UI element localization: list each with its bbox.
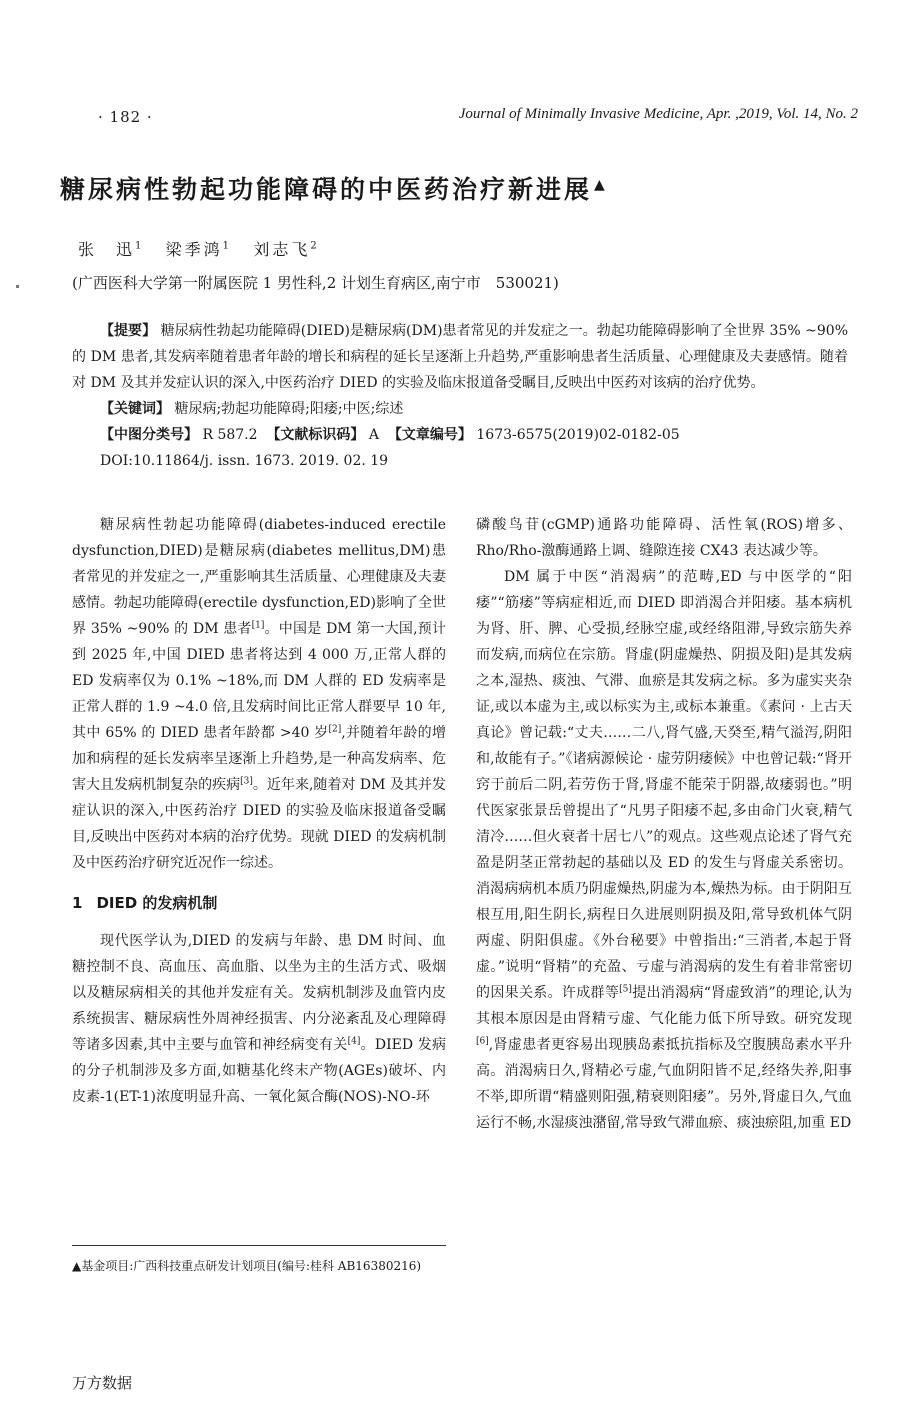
citation: [1] [251,620,265,631]
article-no-value: 1673-6575(2019)02-0182-05 [476,427,680,443]
source-watermark: 万方数据 [72,1374,133,1392]
citation: [3] [240,776,253,787]
clc-label: 【中图分类号】 [100,427,198,443]
body-text: 糖尿病性勃起功能障碍(diabetes-induced erectile dysfunction,DIED)是糖尿病(diabetes mellitus,DM)患者常见的并发症之一,严重影响其生活质量、心理健康及夫妻感情。勃起功能障碍(erectile dysfunction,ED)影响了全世界 35% ~90% 的 DM 患者 [72,517,446,637]
funding-mark: ▲ [594,176,608,193]
article-title [60,170,880,206]
abstract-label: 【提要】 [100,323,157,339]
footnote-divider [72,1245,446,1246]
body-text: DM 属于中医“消渴病”的范畴,ED 与中医学的“阳痿”“筋痿”等病症相近,而 DIED 即消渴合并阳痿。基本病机为肾、肝、脾、心受损,经脉空虚,或经络阻滞,导致宗筋失养而发病,而病位在宗筋。肾虚(阴虚燥热、阴损及阳)是其发病之本,湿热、痰浊、气滞、血瘀是其发病之标。多为虚实夹杂证,或以本虚为主,或以标实为主,或标本兼重。《素问 · 上古天真论》曾记载:“丈夫……二八,肾气盛,天癸至,精气溢泻,阴阳和,故能有子。”《诸病源候论 · 虚劳阴痿候》中也曾记载:“肾开窍于前后二阴,若劳伤于肾,肾虚不能荣于阴器,故痿弱也。”明代医家张景岳曾提出了“凡男子阳痿不起,多由命门火衰,精气清冷……但火衰者十居七八”的观点。这些观点论述了肾气充盈是阴茎正常勃起的基础以及 ED 的发生与肾虚关系密切。消渴病病机本质乃阴虚燥热,阴虚为本,燥热为标。由于阴阳互根互用,阳生阴长,病程日久进展则阴损及阳,常导致机体气阴两虚、阴阳俱虚。《外台秘要》中曾指出:“三消者,本起于肾虚。”说明“肾精”的充盈、亏虚与消渴病的发生有着非常密切的因果关系。许成群等 [476,569,852,1001]
citation: [5] [619,984,632,995]
keywords-text: 糖尿病;勃起功能障碍;阳痿;中医;综述 [174,401,404,417]
citation: [4] [347,1036,361,1047]
keywords-line [72,396,848,422]
section-number: 1 [72,894,83,912]
article-no-label: 【文章编号】 [387,427,472,443]
section-title: DIED 的发病机制 [96,894,218,912]
affiliation: (广西医科大学第一附属医院 1 男性科,2 计划生育病区,南宁市 530021) [72,274,559,292]
title-text: 糖尿病性勃起功能障碍的中医药治疗新进展 [60,175,593,204]
authors [78,237,317,260]
doc-code-label: 【文献标识码】 [266,427,365,443]
body-text: 现代医学认为,DIED 的发病与年龄、患 DM 时间、血糖控制不良、高血压、高血脂、以坐为主的生活方式、吸烟以及糖尿病相关的其他并发症有关。发病机制涉及血管内皮系统损害、糖尿病性外周神经损害、内分泌紊乱及心理障碍等诸多因素,其中主要与血管和神经病变有关 [72,933,446,1053]
scan-dot [16,285,19,288]
body-paragraph-continued: 磷酸鸟苷(cGMP)通路功能障碍、活性氧(ROS)增多、Rho/Rho-激酶通路上调、缝隙连接 CX43 表达减少等。 [476,517,852,559]
citation: [2] [328,724,342,735]
body-text: 。中国是 DM 第一大国,预计到 2025 年,中国 DIED 患者将达到 4 000 万,正常人群的 ED 发病率仅为 0.1% ~18%,而 DM 人群的 ED 发病率是正常人群的 1.9 ~4.0 倍,且发病时间比正常人群要早 10 年,其中 65% 的 DIED 患者年龄都 >40 岁 [72,621,446,741]
author-affil-sup: 1 [135,240,142,252]
body-text: 提出消渴病“肾虚致消”的理论,认为其根本原因是由肾精亏虚、气化能力低下所导致。研究发现 [476,985,853,1027]
clc-value: R 587.2 [202,427,258,443]
body-text: ,并随着年龄的增加和病程的延长发病率呈逐渐上升趋势,是一种高发病率、危害大且发病机制复杂的疾病 [72,725,447,793]
body-text: ,肾虚患者更容易出现胰岛素抵抗指标及空腹胰岛素水平升高。消渴病日久,肾精必亏虚,气血阴阳皆不足,经络失养,阳事不举,即所谓“精盛则阳强,精衰则阳痿”。另外,肾虚日久,气血运行不畅,水湿痰浊潴留,常导致气滞血瘀、痰浊瘀阻,加重 ED [476,1037,852,1131]
body-text: 。DIED 发病的分子机制涉及多方面,如糖基化终末产物(AGEs)破坏、内皮素-1(ET-1)浓度明显升高、一氧化氮合酶(NOS)-NO-环 [72,1037,447,1105]
classification-line [72,422,848,448]
page-number: · 182 · [98,108,153,126]
citation: [6] [476,1036,489,1047]
keywords-label: 【关键词】 [100,401,170,417]
author-affil-sup: 1 [222,240,230,252]
journal-header: Journal of Minimally Invasive Medicine, Apr. ,2019, Vol. 14, No. 2 [458,106,858,122]
author-affil-sup: 2 [310,240,317,252]
doc-code-value: A [368,427,380,443]
author-name: 张 迅 [78,240,136,259]
abstract-paragraph [72,318,848,396]
body-paragraph [72,928,446,1110]
funding-footnote: ▲基金项目:广西科技重点研发计划项目(编号:桂科 AB16380216) [72,1259,422,1273]
author-name: 梁季鸿 [165,240,223,259]
abstract-text: 糖尿病性勃起功能障碍(DIED)是糖尿病(DM)患者常见的并发症之一。勃起功能障碍影响了全世界 35% ~90% 的 DM 患者,其发病率随着患者年龄的增长和病程的延长呈逐渐上升趋势,严重影响患者生活质量、心理健康及夫妻感情。随着对 DM 及其并发症认识的深入,中医药治疗 DIED 的实验及临床报道备受瞩目,反映出中医药对该病的治疗优势。 [72,323,848,391]
body-paragraph [476,564,852,1136]
body-text: 。近年来,随着对 DM 及其并发症认识的深入,中医药治疗 DIED 的实验及临床报道备受瞩目,反映出中医药对本病的治疗优势。现就 DIED 的发病机制及中医药治疗研究近况作一综述。 [72,777,446,871]
author-name: 刘志飞 [253,240,311,259]
left-column [72,512,446,1110]
doi-line: DOI:10.11864/j. issn. 1673. 2019. 02. 19 [100,453,389,469]
section-heading [72,890,446,916]
abstract-block [72,318,848,474]
body-paragraph [72,512,446,876]
right-column [476,512,852,1136]
